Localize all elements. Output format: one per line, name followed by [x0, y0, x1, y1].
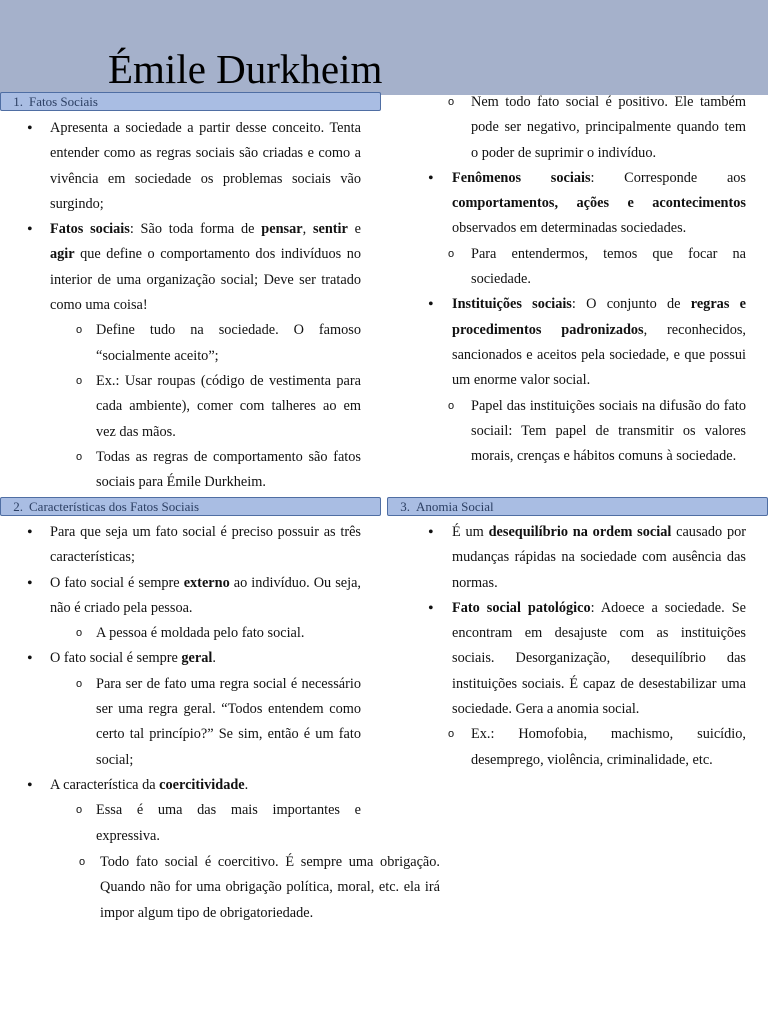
sub-list-item	[400, 242, 746, 293]
sub-bullet-text: Para ser de fato uma regra social é necessário ser uma regra geral. “Todos entendem como certo tal princípio?” Se sim, então é um fato social;	[96, 675, 361, 768]
section-header-anomia	[387, 497, 768, 516]
sub-bullet-text: Papel das instituições sociais na difusão do fato sociail: Tem papel de transmitir os valores morais, crenças e hábitos comuns à sociedade.	[471, 397, 746, 465]
bullet-text: A característica da	[50, 776, 160, 793]
sub-bullet-text: Define tudo na sociedade. O famoso “socialmente aceito”;	[96, 322, 361, 364]
fatos-sociais-left-column	[0, 116, 361, 495]
section-header-fatos-sociais	[0, 92, 381, 111]
section-label: Características dos Fatos Sociais	[29, 499, 200, 514]
bold-term: Fato social patológico	[452, 599, 591, 616]
bullet-text: : Adoece a sociedade. Se encontram em desajuste com as instituições sociais. Desorganização, desequilíbrio das instituições sociais. É capaz de desestabilizar uma sociedade. Gera a anomia social.	[452, 599, 746, 718]
bullet-text: que define o comportamento dos indivíduos no interior de uma organização social; Deve ser tratado como uma coisa!	[50, 246, 361, 314]
section-label: Anomia Social	[416, 499, 494, 514]
sub-list-item	[0, 621, 361, 646]
bold-term: sentir	[312, 221, 348, 238]
sub-bullet-text: Ex.: Usar roupas (código de vestimenta para cada ambiente), comer com talheres ao em vez das mãos.	[96, 372, 361, 440]
bullet-text: O fato social é sempre	[50, 574, 184, 591]
bold-term: coercitividade	[159, 776, 245, 793]
bold-term: regras e procedimentos padronizados	[452, 296, 746, 338]
sub-list-item	[400, 722, 746, 773]
page-title: Émile Durkheim	[108, 46, 383, 92]
sub-list-item	[0, 672, 361, 773]
bold-term: Instituições sociais	[452, 296, 572, 313]
sub-bullet-text: Essa é uma das mais importantes e expressiva.	[96, 802, 361, 844]
bold-term: pensar	[261, 221, 303, 238]
sub-bullet-text: Todo fato social é coercitivo. É sempre uma obrigação. Quando não for uma obrigação política, moral, etc. ela irá impor algum tipo de obrigatoriedade.	[100, 854, 440, 921]
section-header-caracteristicas	[0, 497, 381, 516]
bullet-text: Apresenta a sociedade a partir desse conceito. Tenta entender como as regras sociais são criadas e como a vivência em sociedade os problemas sociais vão surgindo;	[50, 120, 361, 212]
bullet-text: e	[347, 221, 361, 238]
section-number: 2.	[13, 499, 23, 514]
bold-term: desequilíbrio na ordem social	[488, 524, 672, 540]
list-item	[0, 520, 361, 571]
bullet-text: É um	[452, 524, 489, 540]
bullet-text: : Corresponde aos	[590, 169, 746, 186]
anomia-column	[400, 520, 746, 773]
bold-term: Fatos sociais	[50, 221, 130, 238]
list-item	[400, 292, 746, 393]
list-item	[0, 571, 361, 622]
list-item	[0, 217, 361, 318]
bullet-text: causado por mudanças rápidas na sociedade com ausência das normas.	[452, 524, 746, 591]
bullet-text: .	[212, 650, 216, 667]
section-label: Fatos Sociais	[29, 94, 98, 109]
list-item	[400, 520, 746, 596]
sub-list-item	[0, 445, 361, 496]
bullet-text: ao indivíduo. Ou seja, não é criado pela pessoa.	[50, 574, 362, 616]
bold-term: externo	[183, 574, 230, 591]
bullet-text: : O conjunto de	[571, 296, 691, 313]
sub-list-item	[0, 850, 440, 926]
bullet-text: O fato social é sempre	[50, 650, 182, 667]
sub-bullet-text: Para entendermos, temos que focar na sociedade.	[471, 245, 746, 288]
list-item	[0, 116, 361, 217]
sub-bullet-text: Nem todo fato social é positivo. Ele também pode ser negativo, principalmente quando tem o poder de suprimir o indivíduo.	[471, 94, 746, 161]
sub-bullet-text: Ex.: Homofobia, machismo, suicídio, desemprego, violência, criminalidade, etc.	[471, 726, 746, 768]
bold-term: agir	[50, 246, 75, 263]
caracteristicas-column	[0, 520, 361, 849]
section-number: 1.	[13, 94, 23, 109]
sub-list-item	[400, 394, 746, 470]
bullet-text: .	[244, 776, 249, 793]
bullet-text: : São toda forma de	[129, 221, 262, 238]
list-item	[400, 596, 746, 722]
sub-bullet-text: A pessoa é moldada pelo fato social.	[96, 625, 305, 642]
section-number: 3.	[400, 499, 410, 514]
bullet-text: observados em determinadas sociedades.	[452, 220, 687, 237]
bullet-text: , reconhecidos, sancionados e aceitos pela sociedade, e que possui um enorme valor social.	[452, 321, 746, 389]
sub-bullet-text: Todas as regras de comportamento são fatos sociais para Émile Durkheim.	[96, 448, 361, 491]
bold-term: comportamentos, ações e acontecimentos	[452, 195, 746, 212]
fatos-sociais-right-column	[400, 90, 746, 469]
sub-list-item	[0, 318, 361, 369]
sub-list-item	[0, 798, 361, 849]
list-item	[0, 773, 361, 798]
list-item	[400, 166, 746, 242]
bullet-text: ,	[302, 221, 313, 238]
bold-term: Fenômenos sociais	[452, 169, 591, 186]
bullet-text: Para que seja um fato social é preciso possuir as três características;	[50, 524, 361, 566]
list-item	[0, 646, 361, 671]
sub-list-item	[400, 90, 746, 166]
bold-term: geral	[181, 650, 213, 667]
sub-list-item	[0, 369, 361, 445]
caracteristicas-continuation	[0, 850, 440, 926]
